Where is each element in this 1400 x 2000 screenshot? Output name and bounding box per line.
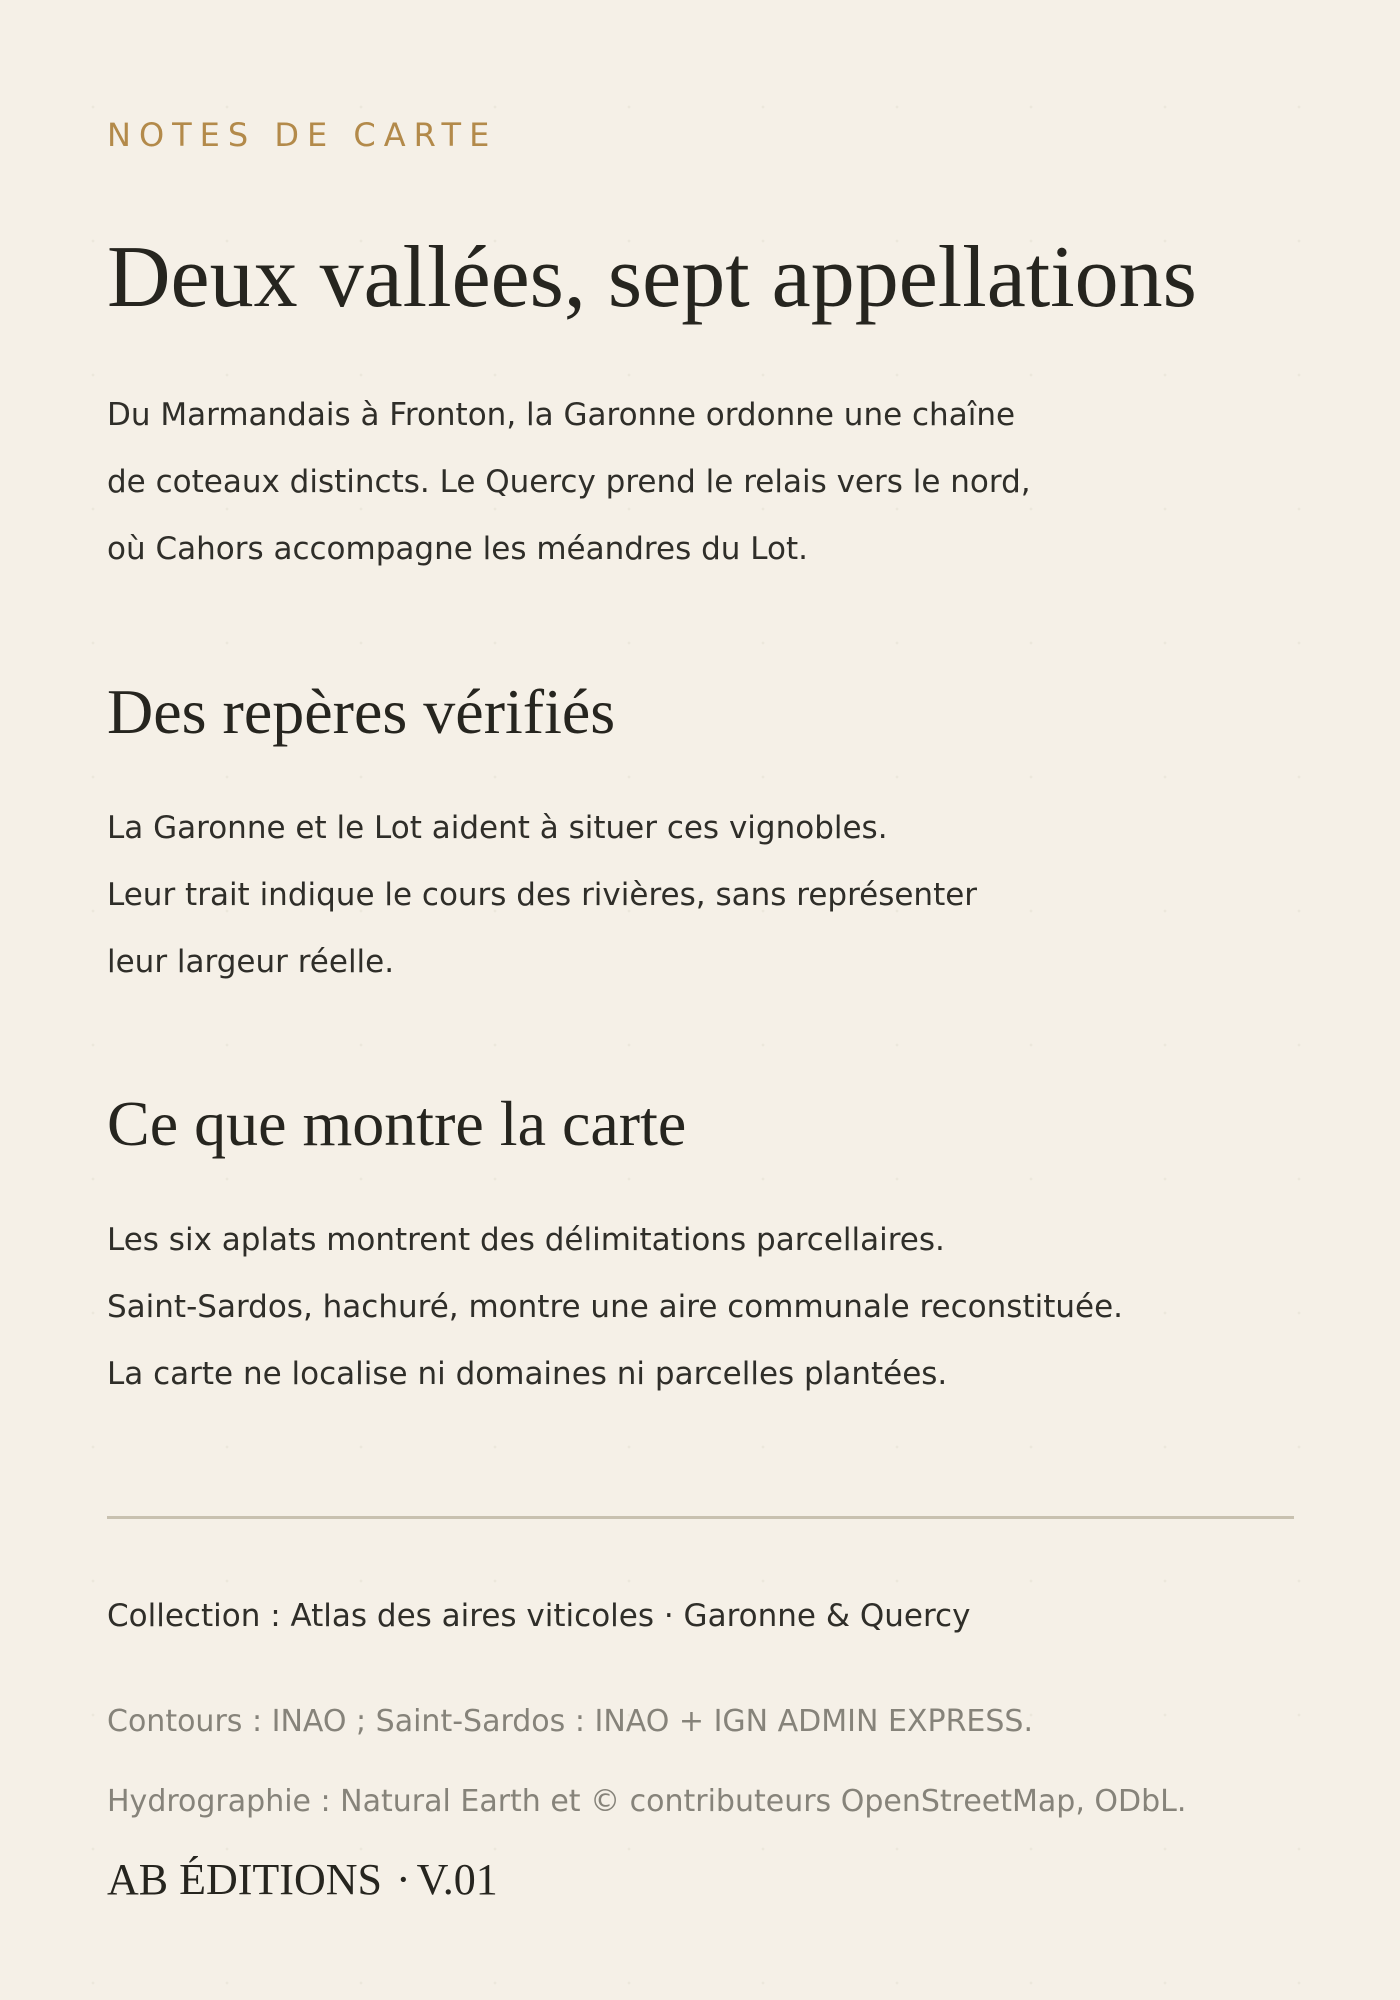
intro-paragraph: [107, 382, 1031, 583]
section-paragraph-carte: [107, 1207, 1123, 1408]
section-paragraph-reperes: [107, 795, 977, 996]
section-line: Les six aplats montrent des délimitations parcellaires.: [107, 1222, 945, 1258]
section-line: Saint-Sardos, hachuré, montre une aire communale reconstituée.: [107, 1289, 1124, 1325]
section-line: leur largeur réelle.: [107, 944, 395, 980]
section-heading-carte: Ce que montre la carte: [107, 1088, 687, 1159]
publisher-name: AB ÉDITIONS: [107, 1855, 382, 1904]
page-title: Deux vallées, sept appellations: [107, 229, 1197, 326]
intro-line: où Cahors accompagne les méandres du Lot.: [107, 531, 808, 567]
section-heading-reperes: Des repères vérifiés: [107, 676, 616, 747]
map-notes-page: [107, 0, 1293, 2000]
collection-line: Collection : Atlas des aires viticoles · Garonne & Quercy: [107, 1598, 971, 1634]
section-line: La Garonne et le Lot aident à situer ces vignobles.: [107, 810, 888, 846]
section-line: La carte ne localise ni domaines ni parcelles plantées.: [107, 1356, 948, 1392]
footer-divider: [107, 1516, 1294, 1519]
version-label: V.01: [416, 1855, 498, 1904]
credit-hydrographie: Hydrographie : Natural Earth et © contributeurs OpenStreetMap, ODbL.: [107, 1784, 1187, 1819]
intro-line: de coteaux distincts. Le Quercy prend le relais vers le nord,: [107, 464, 1031, 500]
eyebrow-label: NOTES DE CARTE: [107, 116, 498, 154]
publisher-signature: [107, 1852, 498, 1908]
credit-contours: Contours : INAO ; Saint-Sardos : INAO + IGN ADMIN EXPRESS.: [107, 1704, 1034, 1739]
signature-separator: ·: [395, 1855, 411, 1904]
section-line: Leur trait indique le cours des rivières, sans représenter: [107, 877, 978, 913]
intro-line: Du Marmandais à Fronton, la Garonne ordonne une chaîne: [107, 397, 1016, 433]
